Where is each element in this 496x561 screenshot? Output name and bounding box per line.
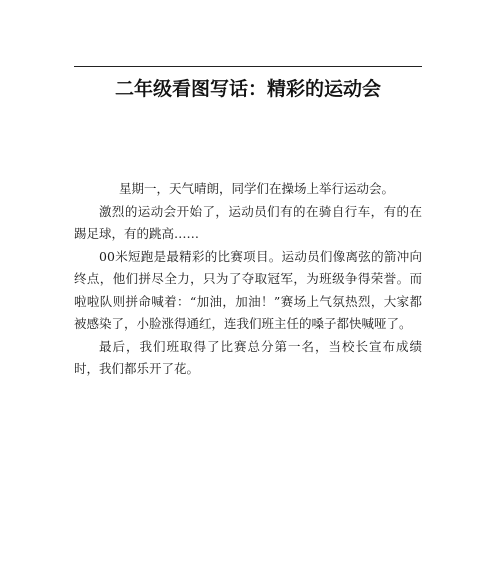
paragraph-2: 激烈的运动会开始了，运动员们有的在骑自行车，有的在踢足球，有的跳高…… bbox=[74, 203, 422, 241]
paragraph-4: 最后，我们班取得了比赛总分第一名，当校长宣布成绩时，我们都乐开了花。 bbox=[74, 338, 422, 376]
paragraph-3: 00米短跑是最精彩的比赛项目。运动员们像离弦的箭冲向终点，他们拼尽全力，只为了夺取冠军，为班级争得荣誉。而啦啦队则拼命喊着：“加油，加油！”赛场上气氛热烈，大家都被感染了，小脸涨得通红，连我们班主任的嗓子都快喊哑了。 bbox=[74, 248, 422, 331]
document-title: 二年级看图写话：精彩的运动会 bbox=[114, 78, 381, 100]
header-rule bbox=[74, 66, 422, 67]
document-body bbox=[74, 178, 422, 381]
paragraph-1: 星期一，天气晴朗，同学们在操场上举行运动会。 bbox=[119, 181, 395, 196]
